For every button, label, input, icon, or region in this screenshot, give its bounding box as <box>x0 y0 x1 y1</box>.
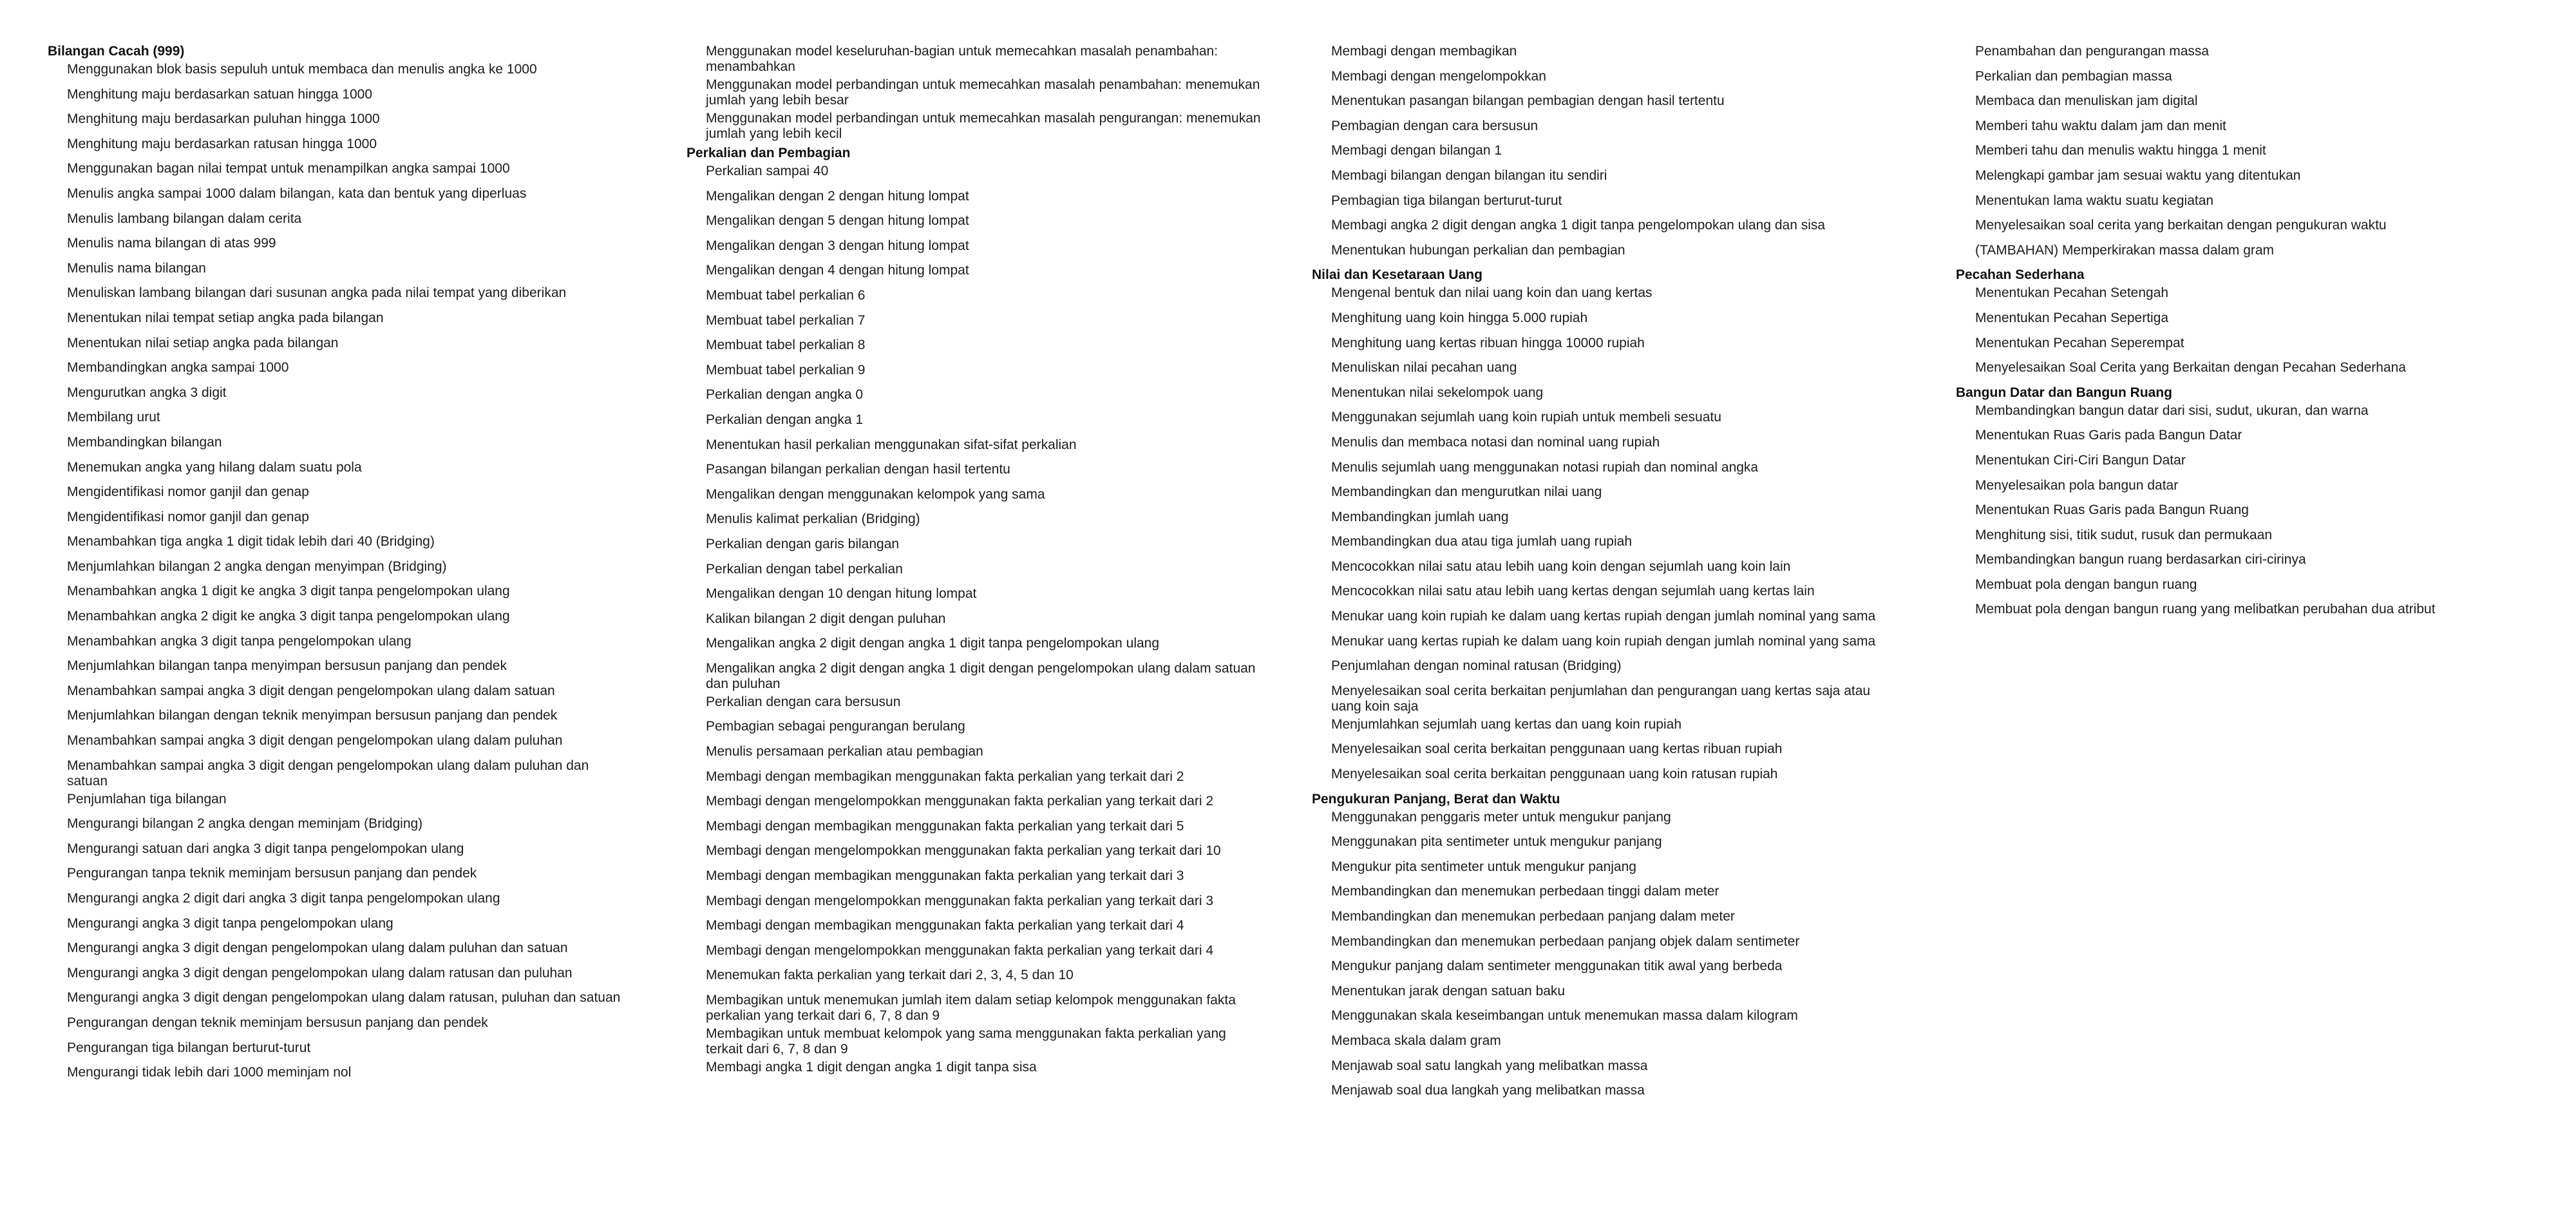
skill-item[interactable]: Membandingkan bilangan <box>67 434 222 450</box>
skill-item[interactable]: Menuliskan lambang bilangan dari susunan angka pada nilai tempat yang diberikan <box>67 285 567 301</box>
skill-item[interactable]: Mengenal bentuk dan nilai uang koin dan uang kertas <box>1331 285 1653 301</box>
skill-item[interactable]: (TAMBAHAN) Memperkirakan massa dalam gram <box>1975 242 2275 258</box>
skill-item[interactable]: Membaca skala dalam gram <box>1331 1033 1501 1048</box>
skill-item[interactable]: Menambahkan angka 1 digit ke angka 3 digit tanpa pengelompokan ulang <box>67 584 510 599</box>
skill-item[interactable]: Menulis persamaan perkalian atau pembagian <box>706 744 983 760</box>
skill-item[interactable]: Menambahkan tiga angka 1 digit tidak lebih dari 40 (Bridging) <box>67 534 435 550</box>
skill-item[interactable]: Pengurangan tiga bilangan berturut-turut <box>67 1040 311 1055</box>
skill-item[interactable]: Membagi angka 2 digit dengan angka 1 digit tanpa pengelompokan ulang dan sisa <box>1331 218 1826 233</box>
skill-item[interactable]: Memberi tahu dan menulis waktu hingga 1 menit <box>1975 143 2266 158</box>
skill-item[interactable]: Mengalikan dengan menggunakan kelompok yang sama <box>706 486 1045 502</box>
skill-item[interactable]: Membagi dengan mengelompokkan menggunakan fakta perkalian yang terkait dari 10 <box>706 843 1221 859</box>
skill-item[interactable]: Pembagian dengan cara bersusun <box>1331 118 1539 133</box>
skill-item[interactable]: Membuat tabel perkalian 8 <box>706 338 866 353</box>
skill-item[interactable]: Menyelesaikan soal cerita yang berkaitan dengan pengukuran waktu <box>1975 218 2387 233</box>
skill-item[interactable]: Pembagian tiga bilangan berturut-turut <box>1331 193 1562 208</box>
skill-item[interactable]: Perkalian dengan tabel perkalian <box>706 561 903 577</box>
skill-item[interactable]: Membaca dan menuliskan jam digital <box>1975 93 2198 109</box>
skill-item[interactable]: Membandingkan jumlah uang <box>1331 509 1509 524</box>
skill-item[interactable]: Mengurangi satuan dari angka 3 digit tanpa pengelompokan ulang <box>67 841 464 856</box>
skill-item[interactable]: Membagi bilangan dengan bilangan itu sendiri <box>1331 167 1607 183</box>
skill-item[interactable]: Penjumlahan dengan nominal ratusan (Bridging) <box>1331 658 1622 674</box>
skill-item[interactable]: Perkalian dan pembagian massa <box>1975 68 2172 84</box>
skill-item[interactable]: Penambahan dan pengurangan massa <box>1975 44 2210 59</box>
skill-item[interactable]: Membagi dengan membagikan menggunakan fakta perkalian yang terkait dari 5 <box>706 818 1184 834</box>
skill-item[interactable]: Membagi dengan bilangan 1 <box>1331 143 1502 158</box>
skill-item[interactable]: Membuat tabel perkalian 7 <box>706 312 866 328</box>
skill-item[interactable]: Menggunakan bagan nilai tempat untuk menampilkan angka sampai 1000 <box>67 161 510 177</box>
topic-section <box>687 146 1266 1075</box>
skill-item[interactable]: Membagi dengan mengelompokkan <box>1331 68 1546 84</box>
skill-item[interactable]: Pengurangan dengan teknik meminjam bersusun panjang dan pendek <box>67 1015 488 1030</box>
skill-item[interactable]: Perkalian sampai 40 <box>706 164 829 178</box>
skill-item[interactable]: Membandingkan dan menemukan perbedaan panjang dalam meter <box>1331 909 1735 924</box>
skill-item[interactable]: Melengkapi gambar jam sesuai waktu yang ditentukan <box>1975 167 2301 183</box>
topic-section <box>1312 792 1891 1099</box>
skill-item[interactable]: Menentukan hasil perkalian menggunakan sifat-sifat perkalian <box>706 437 1077 452</box>
topic-section <box>1956 267 2535 376</box>
skill-list <box>1956 403 2535 618</box>
skill-item[interactable]: Perkalian dengan angka 0 <box>706 387 864 403</box>
skill-item[interactable]: Membuat tabel perkalian 6 <box>706 287 866 303</box>
skill-item[interactable]: Menuliskan nilai pecahan uang <box>1331 360 1517 376</box>
skill-item[interactable]: Membagi dengan membagikan menggunakan fakta perkalian yang terkait dari 2 <box>706 769 1184 784</box>
skill-item[interactable]: Menambahkan angka 2 digit ke angka 3 digit tanpa pengelompokan ulang <box>67 609 510 624</box>
skill-item[interactable]: Menukar uang kertas rupiah ke dalam uang koin rupiah dengan jumlah nominal yang sama <box>1331 633 1876 649</box>
skill-item[interactable]: Menghitung uang kertas ribuan hingga 10000 rupiah <box>1331 335 1645 350</box>
skill-item[interactable]: Menggunakan sejumlah uang koin rupiah untuk membeli sesuatu <box>1331 410 1721 425</box>
skill-item[interactable]: Menentukan nilai tempat setiap angka pada bilangan <box>67 310 384 325</box>
skill-item[interactable]: Menentukan nilai setiap angka pada bilangan <box>67 335 339 350</box>
skill-item[interactable]: Mengidentifikasi nomor ganjil dan genap <box>67 484 309 500</box>
skill-item[interactable]: Menulis dan membaca notasi dan nominal uang rupiah <box>1331 434 1660 450</box>
skill-item[interactable]: Menulis nama bilangan di atas 999 <box>67 236 276 251</box>
skill-item[interactable]: Menambahkan sampai angka 3 digit dengan pengelompokan ulang dalam satuan <box>67 683 555 698</box>
continued-skill-list <box>687 44 1266 142</box>
skill-item[interactable]: Menggunakan pita sentimeter untuk mengukur panjang <box>1331 834 1662 850</box>
skill-column <box>48 44 627 1090</box>
skill-item[interactable]: Menentukan Pecahan Setengah <box>1975 285 2169 301</box>
skill-item[interactable]: Menyelesaikan soal cerita berkaitan penjumlahan dan pengurangan uang kertas saja atau uang koin saja <box>1331 683 1871 714</box>
skill-item[interactable]: Membagi angka 1 digit dengan angka 1 digit tanpa sisa <box>706 1060 1037 1075</box>
skill-item[interactable]: Menambahkan sampai angka 3 digit dengan pengelompokan ulang dalam puluhan <box>67 733 563 749</box>
skill-item[interactable]: Menentukan Ciri-Ciri Bangun Datar <box>1975 452 2186 468</box>
topic-section <box>48 44 627 1080</box>
skill-item[interactable]: Menemukan fakta perkalian yang terkait dari 2, 3, 4, 5 dan 10 <box>706 968 1074 983</box>
topic-heading: Pengukuran Panjang, Berat dan Waktu <box>1312 791 1560 807</box>
skill-item[interactable]: Menentukan pasangan bilangan pembagian dengan hasil tertentu <box>1331 93 1725 109</box>
skill-item[interactable]: Mengukur panjang dalam sentimeter menggunakan titik awal yang berbeda <box>1331 959 1783 974</box>
skill-item[interactable]: Menjumlahkan sejumlah uang kertas dan uang koin rupiah <box>1331 716 1682 732</box>
skill-item[interactable]: Mengalikan dengan 4 dengan hitung lompat <box>706 263 969 278</box>
skill-item[interactable]: Membagi dengan mengelompokkan menggunakan fakta perkalian yang terkait dari 2 <box>706 794 1213 809</box>
skill-item[interactable]: Menghitung maju berdasarkan satuan hingga 1000 <box>67 86 373 102</box>
skill-item[interactable]: Mengalikan angka 2 digit dengan angka 1 digit tanpa pengelompokan ulang <box>706 636 1160 651</box>
skill-item[interactable]: Menyelesaikan Soal Cerita yang Berkaitan dengan Pecahan Sederhana <box>1975 360 2406 376</box>
skill-item[interactable]: Mengurangi angka 3 digit tanpa pengelompokan ulang <box>67 915 393 931</box>
topic-heading: Nilai dan Kesetaraan Uang <box>1312 267 1482 283</box>
skill-item[interactable]: Menambahkan sampai angka 3 digit dengan pengelompokan ulang dalam puluhan dan satuan <box>67 758 589 789</box>
skill-item[interactable]: Perkalian dengan cara bersusun <box>706 694 901 709</box>
skill-item[interactable]: Membagikan untuk menemukan jumlah item dalam setiap kelompok menggunakan fakta perkalian yang terkait dari 6, 7, 8 dan 9 <box>706 993 1236 1023</box>
skill-item[interactable]: Membandingkan bangun datar dari sisi, sudut, ukuran, dan warna <box>1975 403 2369 418</box>
skill-list <box>1312 810 1891 1099</box>
skill-item[interactable]: Mengalikan dengan 10 dengan hitung lompat <box>706 586 977 602</box>
skill-item[interactable]: Menghitung maju berdasarkan puluhan hingga 1000 <box>67 111 380 127</box>
skill-item[interactable]: Mengurangi tidak lebih dari 1000 meminjam nol <box>67 1065 352 1080</box>
skill-item[interactable]: Menulis angka sampai 1000 dalam bilangan, kata dan bentuk yang diperluas <box>67 186 527 201</box>
skill-item[interactable]: Menggunakan model keseluruhan-bagian untuk memecahkan masalah penambahan: menambahkan <box>706 44 1218 74</box>
skill-item[interactable]: Kalikan bilangan 2 digit dengan puluhan <box>706 611 946 626</box>
skill-item[interactable]: Menulis sejumlah uang menggunakan notasi rupiah dan nominal angka <box>1331 459 1759 475</box>
skill-item[interactable]: Menggunakan model perbandingan untuk memecahkan masalah pengurangan: menemukan jumlah yang lebih kecil <box>706 111 1261 141</box>
skill-item[interactable]: Menentukan hubungan perkalian dan pembagian <box>1331 242 1625 258</box>
skill-item[interactable]: Menjumlahkan bilangan tanpa menyimpan bersusun panjang dan pendek <box>67 658 507 674</box>
topic-section <box>1312 267 1891 782</box>
topic-heading: Perkalian dan Pembagian <box>687 146 851 160</box>
skill-item[interactable]: Menentukan jarak dengan satuan baku <box>1331 983 1566 999</box>
skill-list <box>687 164 1266 1075</box>
skill-item[interactable]: Menjumlahkan bilangan 2 angka dengan menyimpan (Bridging) <box>67 559 447 574</box>
skill-list <box>1312 285 1891 782</box>
skill-item[interactable]: Membuat pola dengan bangun ruang yang melibatkan perubahan dua atribut <box>1975 602 2436 617</box>
skill-item[interactable]: Membagi dengan membagikan menggunakan fakta perkalian yang terkait dari 3 <box>706 868 1184 884</box>
skill-item[interactable]: Menggunakan skala keseimbangan untuk menemukan massa dalam kilogram <box>1331 1008 1798 1024</box>
skill-item[interactable]: Menambahkan angka 3 digit tanpa pengelompokan ulang <box>67 633 412 649</box>
skill-item[interactable]: Menentukan Ruas Garis pada Bangun Ruang <box>1975 502 2249 518</box>
skill-item[interactable]: Menghitung sisi, titik sudut, rusuk dan permukaan <box>1975 527 2273 542</box>
topic-section <box>1956 385 2535 618</box>
skill-item[interactable]: Menggunakan blok basis sepuluh untuk membaca dan menulis angka ke 1000 <box>67 62 537 77</box>
skill-item[interactable]: Perkalian dengan angka 1 <box>706 412 864 427</box>
skill-item[interactable]: Mencocokkan nilai satu atau lebih uang koin dengan sejumlah uang koin lain <box>1331 559 1791 574</box>
skill-list <box>1956 285 2535 376</box>
skill-item[interactable]: Memberi tahu waktu dalam jam dan menit <box>1975 118 2226 133</box>
skill-item[interactable]: Membandingkan dan menemukan perbedaan panjang objek dalam sentimeter <box>1331 933 1800 949</box>
skill-item[interactable]: Pengurangan tanpa teknik meminjam bersusun panjang dan pendek <box>67 866 477 881</box>
skill-item[interactable]: Membagikan untuk membuat kelompok yang sama menggunakan fakta perkalian yang terkait dari 6, 7, 8 dan 9 <box>706 1026 1226 1057</box>
skill-item[interactable]: Menghitung maju berdasarkan ratusan hingga 1000 <box>67 136 377 151</box>
skill-item[interactable]: Menyelesaikan soal cerita berkaitan penggunaan uang koin ratusan rupiah <box>1331 767 1778 782</box>
skill-item[interactable]: Membandingkan angka sampai 1000 <box>67 360 289 376</box>
skill-item[interactable]: Mengalikan dengan 2 dengan hitung lompat <box>706 188 969 204</box>
skill-item[interactable]: Mengidentifikasi nomor ganjil dan genap <box>67 509 309 524</box>
skill-item[interactable]: Menemukan angka yang hilang dalam suatu pola <box>67 459 362 475</box>
skill-item[interactable]: Menyelesaikan pola bangun datar <box>1975 477 2179 493</box>
topic-heading: Bilangan Cacah (999) <box>48 44 185 59</box>
skill-item[interactable]: Menulis nama bilangan <box>67 260 206 276</box>
skill-item[interactable]: Menjawab soal dua langkah yang melibatkan massa <box>1331 1083 1645 1098</box>
skill-column <box>687 44 1266 1085</box>
skill-item[interactable]: Membuat pola dengan bangun ruang <box>1975 577 2197 592</box>
skill-item[interactable]: Pasangan bilangan perkalian dengan hasil tertentu <box>706 462 1010 477</box>
skill-item[interactable]: Pembagian sebagai pengurangan berulang <box>706 719 965 734</box>
skill-item[interactable]: Menjawab soal satu langkah yang melibatkan massa <box>1331 1058 1648 1073</box>
skill-item[interactable]: Mengalikan angka 2 digit dengan angka 1 digit dengan pengelompokan ulang dalam satuan dan puluhan <box>706 660 1256 691</box>
skill-item[interactable]: Menentukan nilai sekelompok uang <box>1331 385 1544 400</box>
skill-item[interactable]: Mengurangi angka 2 digit dari angka 3 digit tanpa pengelompokan ulang <box>67 891 500 906</box>
skill-item[interactable]: Perkalian dengan garis bilangan <box>706 536 900 551</box>
skill-column <box>1312 44 1891 1108</box>
skill-item[interactable]: Membuat tabel perkalian 9 <box>706 362 866 378</box>
skill-item[interactable]: Menjumlahkan bilangan dengan teknik menyimpan bersusun panjang dan pendek <box>67 708 558 723</box>
skill-item[interactable]: Membagi dengan membagikan <box>1331 44 1517 59</box>
skill-item[interactable]: Menggunakan model perbandingan untuk memecahkan masalah penambahan: menemukan jumlah yang lebih besar <box>706 77 1260 108</box>
skill-item[interactable]: Menentukan lama waktu suatu kegiatan <box>1975 193 2214 208</box>
topic-heading: Bangun Datar dan Bangun Ruang <box>1956 385 2172 400</box>
skill-item[interactable]: Mengurangi angka 3 digit dengan pengelompokan ulang dalam ratusan, puluhan dan satuan <box>67 990 621 1006</box>
skill-item[interactable]: Mengalikan dengan 5 dengan hitung lompat <box>706 213 969 229</box>
topic-heading: Pecahan Sederhana <box>1956 267 2085 283</box>
skill-item[interactable]: Menentukan Pecahan Seperempat <box>1975 335 2184 350</box>
skill-item[interactable]: Menukar uang koin rupiah ke dalam uang kertas rupiah dengan jumlah nominal yang sama <box>1331 609 1876 624</box>
skill-item[interactable]: Mengalikan dengan 3 dengan hitung lompat <box>706 238 969 253</box>
skill-item[interactable]: Membagi dengan mengelompokkan menggunakan fakta perkalian yang terkait dari 4 <box>706 942 1213 958</box>
skill-item[interactable]: Mencocokkan nilai satu atau lebih uang kertas dengan sejumlah uang kertas lain <box>1331 584 1815 599</box>
skill-item[interactable]: Penjumlahan tiga bilangan <box>67 791 227 807</box>
skill-item[interactable]: Mengurangi angka 3 digit dengan pengelompokan ulang dalam puluhan dan satuan <box>67 941 568 956</box>
skill-item[interactable]: Mengurangi angka 3 digit dengan pengelompokan ulang dalam ratusan dan puluhan <box>67 965 573 980</box>
skill-item[interactable]: Menghitung uang koin hingga 5.000 rupiah <box>1331 310 1588 325</box>
continued-skill-list <box>1956 44 2535 258</box>
skill-item[interactable]: Menyelesaikan soal cerita berkaitan penggunaan uang kertas ribuan rupiah <box>1331 741 1783 757</box>
skill-item[interactable]: Membandingkan bangun ruang berdasarkan ciri-cirinya <box>1975 552 2306 568</box>
skill-item[interactable]: Membagi dengan membagikan menggunakan fakta perkalian yang terkait dari 4 <box>706 918 1184 933</box>
skill-item[interactable]: Membilang urut <box>67 410 160 425</box>
continued-skill-list <box>1312 44 1891 258</box>
skill-item[interactable]: Membandingkan dan menemukan perbedaan tinggi dalam meter <box>1331 884 1719 899</box>
skill-item[interactable]: Mengukur pita sentimeter untuk mengukur panjang <box>1331 859 1636 874</box>
skill-item[interactable]: Menentukan Ruas Garis pada Bangun Datar <box>1975 428 2242 443</box>
skill-list <box>48 62 627 1080</box>
skill-item[interactable]: Mengurangi bilangan 2 angka dengan meminjam (Bridging) <box>67 816 423 832</box>
skill-item[interactable]: Membagi dengan mengelompokkan menggunakan fakta perkalian yang terkait dari 3 <box>706 893 1213 908</box>
skill-item[interactable]: Menentukan Pecahan Sepertiga <box>1975 310 2169 325</box>
skill-item[interactable]: Membandingkan dua atau tiga jumlah uang rupiah <box>1331 534 1632 550</box>
skill-item[interactable]: Membandingkan dan mengurutkan nilai uang <box>1331 484 1602 500</box>
skill-item[interactable]: Menulis kalimat perkalian (Bridging) <box>706 512 920 527</box>
skill-column <box>1956 44 2535 627</box>
skill-item[interactable]: Menggunakan penggaris meter untuk mengukur panjang <box>1331 809 1671 825</box>
skill-item[interactable]: Mengurutkan angka 3 digit <box>67 385 227 400</box>
skill-item[interactable]: Menulis lambang bilangan dalam cerita <box>67 211 302 226</box>
